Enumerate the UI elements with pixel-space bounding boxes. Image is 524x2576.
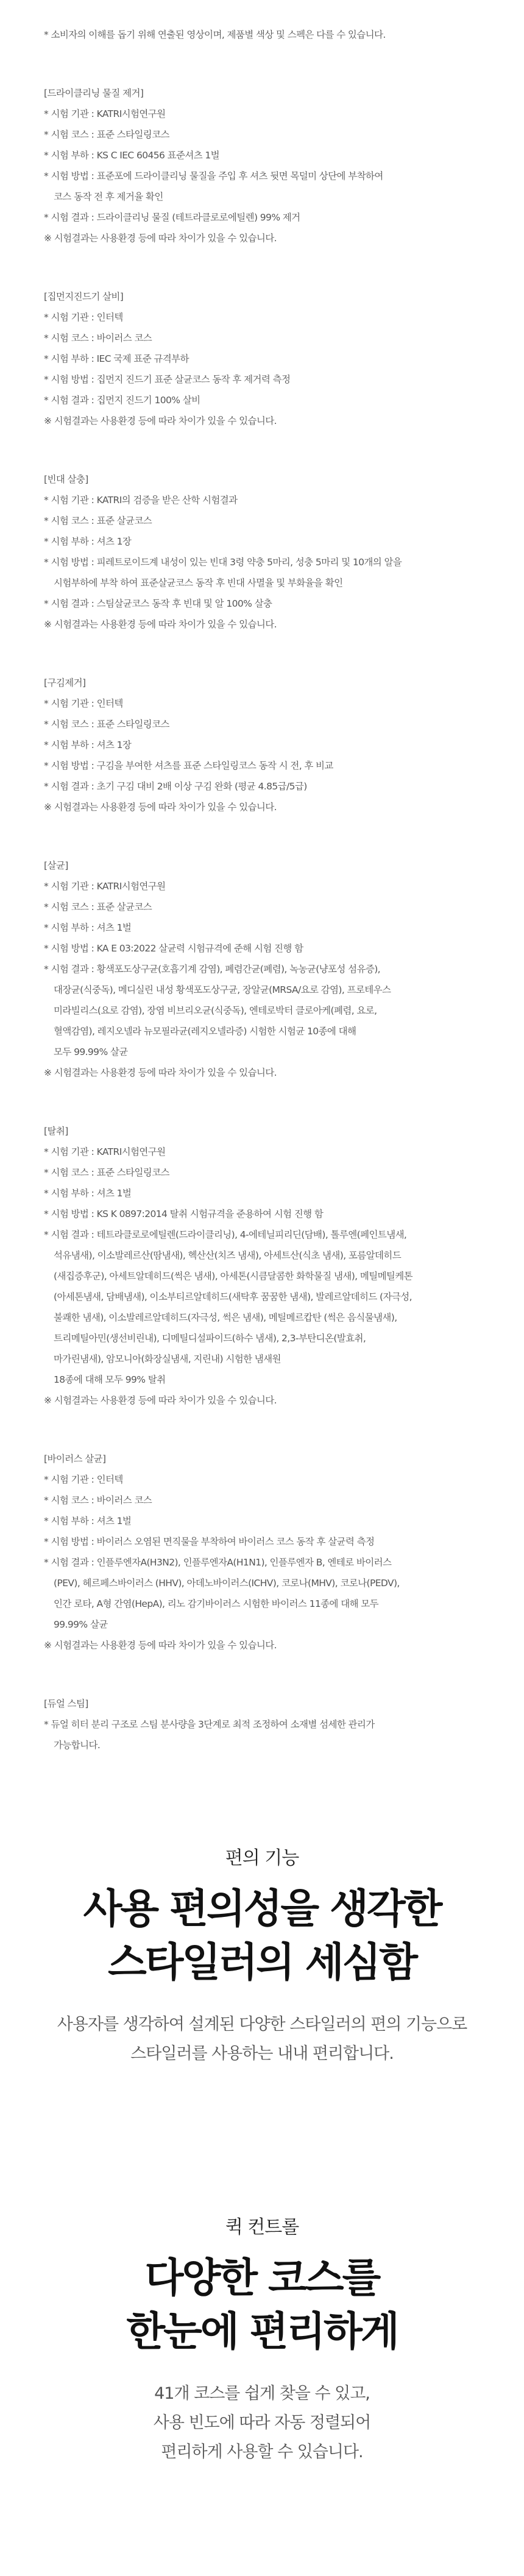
top-note: * 소비자의 이해를 돕기 위해 연출된 영상이며, 제품별 색상 및 스펙은 다를 수 있습니다. xyxy=(44,29,386,40)
test-block xyxy=(44,469,507,635)
headline-line: 사용 편의성을 생각한 xyxy=(83,1885,441,1932)
test-line: ※ 시험결과는 사용환경 등에 따라 차이가 있을 수 있습니다. xyxy=(44,619,277,630)
test-line-continued: 마가린냄새), 암모니아(화장실냄새, 지린내) 시험한 냄새원 xyxy=(54,1353,281,1364)
test-block xyxy=(44,1693,507,1756)
test-line: * 시험 코스 : 표준 스타일링코스 xyxy=(44,1167,169,1178)
test-line: * 시험 부하 : 셔츠 1벌 xyxy=(44,1188,132,1199)
test-line-continued: 코스 동작 전 후 제거율 확인 xyxy=(54,191,163,202)
test-line: * 시험 기관 : KATRI시험연구원 xyxy=(44,108,166,119)
test-line: * 시험 기관 : KATRI의 검증을 받은 산학 시험결과 xyxy=(44,495,238,506)
test-block-title: [드라이클리닝 물질 제거] xyxy=(44,88,144,99)
feature-eyebrow: 편의 기능 xyxy=(225,1847,299,1869)
test-line: * 듀얼 히터 분리 구조로 스팀 분사량을 3단계로 최적 조정하여 소재별 섬세한 관리가 xyxy=(44,1719,375,1730)
test-line: * 시험 코스 : 표준 살균코스 xyxy=(44,902,152,912)
headline-line: 다양한 코스를 xyxy=(144,2254,380,2301)
test-blocks xyxy=(44,83,507,1756)
test-line-continued: (아세톤냄새, 담배냄새), 이소부티르알데히드(새탁후 꿈꿈한 냄새), 발레르알데히드 (자극성, xyxy=(54,1291,412,1302)
headline-line: 스타일러의 세심함 xyxy=(107,1939,417,1986)
description-line: 41개 코스를 쉽게 찾을 수 있고, xyxy=(154,2384,370,2403)
test-line-continued: 인간 로타, A형 간염(HepA), 리노 감기바이러스 시험한 바이러스 11종에 대해 모두 xyxy=(54,1598,379,1609)
test-line: * 시험 방법 : 피레트로이드계 내성이 있는 빈대 3령 약충 5마리, 성충 5마리 및 10개의 알을 xyxy=(44,557,402,568)
test-block xyxy=(44,83,507,249)
test-line: * 시험 방법 : KA E 03:2022 살균력 시험규격에 준해 시험 진행 함 xyxy=(44,943,303,954)
test-line: ※ 시험결과는 사용환경 등에 따라 차이가 있을 수 있습니다. xyxy=(44,1640,277,1651)
test-line: * 시험 방법 : 바이러스 오염된 면직물을 부착하여 바이러스 코스 동작 후 살균력 측정 xyxy=(44,1536,375,1547)
feature-description xyxy=(0,2379,524,2467)
test-block xyxy=(44,286,507,431)
test-block-title: [바이러스 살균] xyxy=(44,1453,106,1464)
test-line: * 시험 방법 : 구김을 부여한 셔츠를 표준 스타일링코스 동작 시 전, 후 비교 xyxy=(44,760,333,771)
test-line: * 시험 방법 : 집먼지 진드기 표준 살균코스 동작 후 제거력 측정 xyxy=(44,374,291,385)
test-line-continued: 대장균(식중독), 메디실린 내성 황색포도상구균, 장알균(MRSA/요로 감염), 프로테우스 xyxy=(54,984,391,995)
test-block xyxy=(44,672,507,817)
test-block-title: [집먼지진드기 살비] xyxy=(44,291,124,302)
test-line: ※ 시험결과는 사용환경 등에 따라 차이가 있을 수 있습니다. xyxy=(44,802,277,813)
test-line: * 시험 코스 : 표준 살균코스 xyxy=(44,515,152,526)
test-line: * 시험 결과 : 황색포도상구균(호흡기계 감염), 폐렴간균(폐렴), 녹농균(냥포성 섬유증), xyxy=(44,964,380,975)
test-line: * 시험 결과 : 스팀살균코스 동작 후 빈대 및 알 100% 살충 xyxy=(44,598,272,609)
test-line: * 시험 부하 : 셔츠 1벌 xyxy=(44,1516,132,1526)
test-line: * 시험 기관 : KATRI시험연구원 xyxy=(44,881,166,892)
test-line: ※ 시험결과는 사용환경 등에 따라 차이가 있을 수 있습니다. xyxy=(44,1395,277,1406)
test-line: * 시험 기관 : 인터텍 xyxy=(44,1474,123,1485)
test-line: * 시험 부하 : 셔츠 1장 xyxy=(44,536,132,547)
test-line: * 시험 부하 : IEC 국제 표준 규격부하 xyxy=(44,353,189,364)
test-line-continued: 불쾌한 냄새), 이소발레르알데히드(자극성, 썩은 냄새), 메틸메르캅탄 (썩은 음식물냄새), xyxy=(54,1312,397,1323)
test-line-continued: 18종에 대해 모두 99% 탈취 xyxy=(54,1374,166,1385)
test-line: * 시험 코스 : 표준 스타일링코스 xyxy=(44,719,169,730)
test-line: * 시험 부하 : KS C IEC 60456 표준셔츠 1벌 xyxy=(44,150,220,161)
test-line: ※ 시험결과는 사용환경 등에 따라 차이가 있을 수 있습니다. xyxy=(44,1067,277,1078)
test-block-title: [살균] xyxy=(44,860,68,871)
test-line-continued: 시험부하에 부착 하여 표준살균코스 동작 후 빈대 사멸율 및 부화율을 확인 xyxy=(54,577,343,588)
feature-eyebrow: 퀵 컨트롤 xyxy=(225,2217,299,2238)
feature-quick-control xyxy=(0,2215,524,2467)
test-line: * 시험 방법 : 표준포에 드라이클리닝 물질을 주입 후 셔츠 뒷면 목덜미 상단에 부착하여 xyxy=(44,171,383,182)
test-line: * 시험 결과 : 초기 구김 대비 2배 이상 구김 완화 (평균 4.85급/5급) xyxy=(44,781,307,792)
test-line-continued: 혈액감염), 레지오넬라 뉴모필라균(레지오넬라증) 시험한 시험균 10종에 대해 xyxy=(54,1026,356,1037)
test-line: * 시험 코스 : 바이러스 코스 xyxy=(44,333,152,344)
test-line-continued: 모두 99.99% 살균 xyxy=(54,1046,128,1057)
feature-headline xyxy=(0,2251,524,2359)
test-line: * 시험 코스 : 표준 스타일링코스 xyxy=(44,129,169,140)
test-line-continued: 99.99% 살균 xyxy=(54,1619,108,1630)
test-block-title: [구김제거] xyxy=(44,677,86,688)
description-line: 사용 빈도에 따라 자동 정렬되어 xyxy=(153,2413,371,2432)
description-line: 편리하게 사용할 수 있습니다. xyxy=(161,2443,363,2461)
description-line: 스타일러를 사용하는 내내 편리합니다. xyxy=(130,2044,394,2063)
test-block-title: [탈취] xyxy=(44,1126,68,1137)
feature-headline xyxy=(0,1882,524,1989)
test-line: * 시험 방법 : KS K 0897:2014 탈취 시험규격을 준용하여 시험 진행 함 xyxy=(44,1209,324,1219)
test-line: ※ 시험결과는 사용환경 등에 따라 차이가 있을 수 있습니다. xyxy=(44,415,277,426)
test-line: * 시험 코스 : 바이러스 코스 xyxy=(44,1495,152,1506)
test-line: * 시험 결과 : 인플루엔자A(H3N2), 인플루엔자A(H1N1), 인플루엔자 B, 엔테로 바이러스 xyxy=(44,1557,392,1568)
test-line-continued: 가능합니다. xyxy=(54,1740,101,1751)
test-line: * 시험 결과 : 집먼지 진드기 100% 살비 xyxy=(44,395,200,406)
test-line: ※ 시험결과는 사용환경 등에 따라 차이가 있을 수 있습니다. xyxy=(44,233,277,244)
spec-disclaimer-section xyxy=(44,24,507,1793)
test-block xyxy=(44,855,507,1083)
test-line: * 시험 결과 : 드라이클리닝 물질 (테트라클로로에틸렌) 99% 제거 xyxy=(44,212,300,223)
test-line-continued: (PEV), 헤르페스바이러스 (HHV), 아데노바이러스(ICHV), 코로나(MHV), 코로나(PEDV), xyxy=(54,1578,400,1589)
headline-line: 한눈에 편리하게 xyxy=(126,2308,398,2355)
test-line: * 시험 결과 : 테트라클로로에틸렌(드라이클리닝), 4-에테닐피리딘(담배), 톨루엔(페인트냄새, xyxy=(44,1229,407,1240)
test-block-title: [듀얼 스팀] xyxy=(44,1698,88,1709)
test-line: * 시험 기관 : KATRI시험연구원 xyxy=(44,1146,166,1157)
test-line: * 시험 부하 : 셔츠 1장 xyxy=(44,739,132,750)
description-line: 사용자를 생각하여 설계된 다양한 스타일러의 편의 기능으로 xyxy=(57,2015,467,2034)
test-block xyxy=(44,1449,507,1656)
feature-convenience xyxy=(0,1846,524,2069)
test-block xyxy=(44,1121,507,1411)
feature-description xyxy=(0,2010,524,2069)
test-line: * 시험 기관 : 인터텍 xyxy=(44,698,123,709)
test-line: * 시험 기관 : 인터텍 xyxy=(44,312,123,323)
test-line: * 시험 부하 : 셔츠 1벌 xyxy=(44,922,132,933)
test-line-continued: 트리메틸아민(생선비린내), 디메틸디설파이드(하수 냄새), 2,3-부탄디온(발효취, xyxy=(54,1333,366,1344)
test-block-title: [빈대 살충] xyxy=(44,474,88,485)
test-line-continued: (새집증후군), 아세트알데히드(썩은 냄새), 아세톤(시큼달콤한 화학물질 냄새), 메틸메틸케톤 xyxy=(54,1271,413,1282)
test-line-continued: 석유냄새), 이소발레르산(땀냄새), 헥산산(치즈 냄새), 아세트산(식초 냄새), 포름알데히드 xyxy=(54,1250,402,1261)
test-line-continued: 미라빌리스(요로 감염), 장염 비브리오균(식중독), 엔테로박터 클로아케(폐렴, 요로, xyxy=(54,1005,377,1016)
